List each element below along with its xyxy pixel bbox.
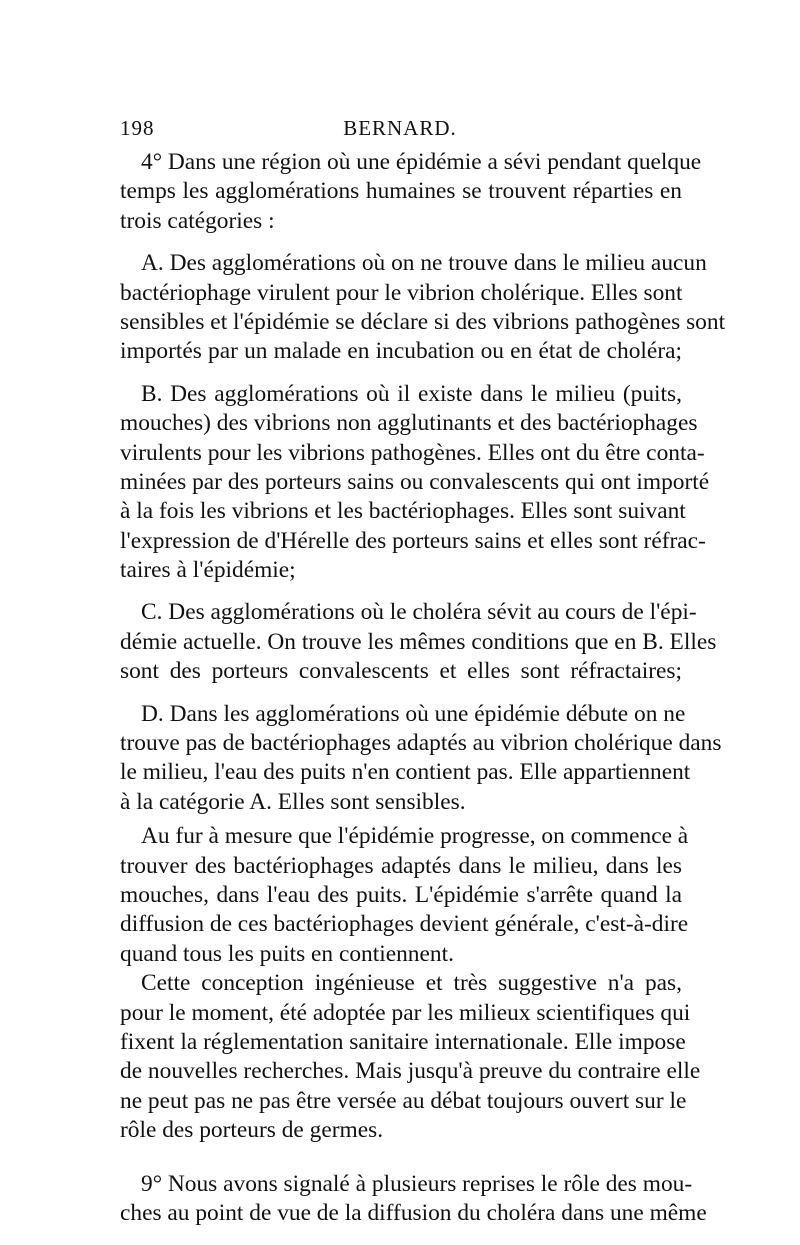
text-line: minées par des porteurs sains ou convalescents qui ont importé bbox=[120, 468, 710, 495]
page-body bbox=[120, 148, 726, 1228]
text-line: mouches) des vibrions non agglutinants et des bactériophages bbox=[120, 410, 698, 437]
text-line: temps les agglomérations humaines se trouvent réparties en bbox=[120, 178, 682, 205]
text-line: de nouvelles recherches. Mais jusqu'à preuve du contraire elle bbox=[120, 1058, 701, 1085]
paragraph-point-9 bbox=[120, 1170, 707, 1229]
text-line: bactériophage virulent pour le vibrion cholérique. Elles sont bbox=[120, 279, 683, 306]
text-line: trouve pas de bactériophages adaptés au vibrion cholérique dans bbox=[120, 730, 722, 757]
text-line: sont des porteurs convalescents et elles sont réfractaires; bbox=[120, 658, 682, 685]
text-line: sensibles et l'épidémie se déclare si des vibrions pathogènes sont bbox=[120, 308, 726, 335]
text-line: à la fois les vibrions et les bactériophages. Elles sont suivant bbox=[120, 498, 686, 525]
paragraph-category-c bbox=[120, 598, 717, 686]
text-line: ne peut pas ne pas être versée au débat toujours ouvert sur le bbox=[120, 1087, 687, 1114]
text-line: fixent la réglementation sanitaire internationale. Elle impose bbox=[120, 1028, 686, 1055]
text-line: 4° Dans une région où une épidémie a sévi pendant quelque bbox=[141, 149, 702, 175]
text-line: pour le moment, été adoptée par les milieux scientifiques qui bbox=[120, 999, 691, 1026]
text-line: importés par un malade en incubation ou en état de choléra; bbox=[120, 338, 682, 365]
paragraph-category-d bbox=[120, 700, 722, 818]
page-header bbox=[120, 116, 680, 146]
text-line: A. Des agglomérations où on ne trouve dans le milieu aucun bbox=[141, 250, 707, 277]
text-line: le milieu, l'eau des puits n'en contient pas. Elle appartiennent bbox=[120, 759, 691, 786]
paragraph-conception bbox=[120, 969, 701, 1145]
text-line: D. Dans les agglomérations où une épidémie débute on ne bbox=[141, 700, 686, 727]
text-line: diffusion de ces bactériophages devient générale, c'est-à-dire bbox=[120, 911, 689, 938]
paragraph-categories-intro bbox=[120, 148, 702, 236]
text-line: ches au point de vue de la diffusion du choléra dans une même bbox=[120, 1199, 707, 1226]
text-line: l'expression de d'Hérelle des porteurs sains et elles sont réfrac- bbox=[120, 527, 706, 554]
text-line: Cette conception ingénieuse et très suggestive n'a pas, bbox=[141, 970, 682, 997]
text-line: rôle des porteurs de germes. bbox=[120, 1117, 384, 1144]
text-line: 9° Nous avons signalé à plusieurs reprises le rôle des mou- bbox=[141, 1170, 693, 1197]
text-line: B. Des agglomérations où il existe dans le milieu (puits, bbox=[141, 380, 682, 407]
text-line: Au fur à mesure que l'épidémie progresse, on commence à bbox=[141, 823, 689, 850]
running-title: BERNARD. bbox=[343, 116, 457, 140]
text-line: mouches, dans l'eau des puits. L'épidémie s'arrête quand la bbox=[120, 881, 682, 908]
text-line: C. Des agglomérations où le choléra sévit au cours de l'épi- bbox=[141, 599, 697, 626]
text-line: trouver des bactériophages adaptés dans le milieu, dans les bbox=[120, 852, 682, 879]
text-line: virulents pour les vibrions pathogènes. Elles ont du être conta- bbox=[120, 439, 705, 466]
paragraph-epidemic-progress bbox=[120, 822, 689, 969]
text-line: taires à l'épidémie; bbox=[120, 557, 296, 584]
text-line: à la catégorie A. Elles sont sensibles. bbox=[120, 788, 466, 815]
paragraph-category-a bbox=[120, 249, 726, 367]
text-line: démie actuelle. On trouve les mêmes conditions que en B. Elles bbox=[120, 628, 717, 655]
text-line: quand tous les puits en contiennent. bbox=[120, 940, 454, 967]
paragraph-category-b bbox=[120, 380, 710, 586]
page-number: 198 bbox=[120, 116, 155, 140]
text-line: trois catégories : bbox=[120, 207, 275, 234]
